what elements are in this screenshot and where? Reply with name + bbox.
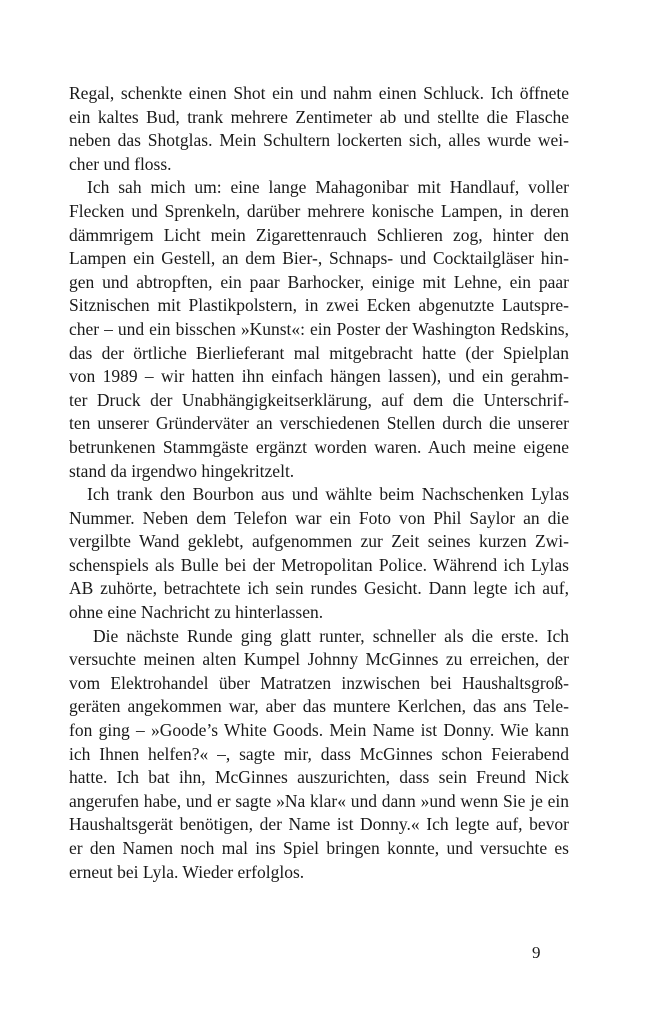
text-line: er den Namen noch mal ins Spiel bringen konnte, und versuchte es	[69, 838, 569, 858]
book-page-body	[69, 82, 569, 884]
text-line: Ich sah mich um: eine lange Mahagonibar mit Handlauf, voller	[87, 177, 569, 198]
text-line: vergilbte Wand geklebt, aufgenommen zur Zeit seines kurzen Zwi-	[69, 531, 569, 552]
text-line: ohne eine Nachricht zu hinterlassen.	[69, 602, 324, 623]
text-line: angerufen habe, und er sagte »Na klar« und dann »und wenn Sie je ein	[69, 790, 569, 811]
text-line: Flecken und Sprenkeln, darüber mehrere konische Lampen, in deren	[69, 200, 569, 221]
text-line: fon ging – »Goode’s White Goods. Mein Name ist Donny. Wie kann	[69, 720, 569, 741]
page-number: 9	[532, 943, 541, 962]
text-line: hatte. Ich bat ihn, McGinnes auszurichten, dass sein Freund Nick	[69, 767, 569, 788]
text-line: versuchte meinen alten Kumpel Johnny McGinnes zu erreichen, der	[69, 649, 569, 670]
text-line: ich Ihnen helfen?« –, sagte mir, dass McGinnes schon Feierabend	[69, 743, 569, 764]
text-line: Die nächste Runde ging glatt runter, schneller als die erste. Ich	[93, 625, 569, 646]
text-line: AB zuhörte, betrachtete ich sein rundes Gesicht. Dann legte ich auf,	[69, 578, 569, 599]
text-line: ten unserer Gründerväter an verschiedenen Stellen durch die unserer	[69, 413, 569, 434]
text-line: stand da irgendwo hingekritzelt.	[69, 460, 295, 481]
text-line: das der örtliche Bierlieferant mal mitgebracht hatte (der Spielplan	[69, 342, 569, 363]
text-line: von 1989 – wir hatten ihn einfach hängen lassen), und ein gerahm-	[69, 366, 569, 387]
text-line: Regal, schenkte einen Shot ein und nahm einen Schluck. Ich öffnete	[69, 83, 569, 103]
text-line: Ich trank den Bourbon aus und wählte beim Nachschenken Lylas	[87, 484, 569, 505]
text-line: geräten angekommen war, aber das muntere Kerlchen, das ans Tele-	[69, 696, 569, 717]
text-line: schenspiels als Bulle bei der Metropolitan Police. Während ich Lylas	[69, 554, 569, 575]
text-line: ter Druck der Unabhängigkeitserklärung, auf dem die Unterschrif-	[69, 389, 569, 410]
text-line: cher – und ein bisschen »Kunst«: ein Poster der Washington Redskins,	[69, 318, 569, 339]
paragraph-4	[69, 625, 569, 885]
text-line: gen und abtropften, ein paar Barhocker, einige mit Lehne, ein paar	[69, 271, 569, 292]
paragraph-2	[69, 176, 569, 483]
text-line: Sitznischen mit Plastikpolstern, in zwei Ecken abgenutzte Lautspre-	[69, 295, 569, 316]
text-line: Haushaltsgerät benötigen, der Name ist Donny.« Ich legte auf, bevor	[69, 814, 569, 835]
text-line: Lampen ein Gestell, an dem Bier-, Schnaps- und Cocktailgläser hin-	[69, 248, 569, 269]
paragraph-1	[69, 82, 569, 176]
text-line: vom Elektrohandel über Matratzen inzwischen bei Haushaltsgroß-	[69, 672, 569, 693]
text-line: cher und floss.	[69, 153, 172, 174]
text-line: neben das Shotglas. Mein Schultern lockerten sich, alles wurde wei-	[69, 130, 569, 151]
text-line: betrunkenen Stammgäste ergänzt worden waren. Auch meine eigene	[69, 436, 569, 457]
text-line: erneut bei Lyla. Wieder erfolglos.	[69, 861, 305, 882]
text-line: Nummer. Neben dem Telefon war ein Foto von Phil Saylor an die	[69, 507, 569, 528]
text-line: dämmrigem Licht mein Zigarettenrauch Schlieren zog, hinter den	[69, 224, 569, 245]
text-line: ein kaltes Bud, trank mehrere Zentimeter ab und stellte die Flasche	[69, 106, 569, 127]
paragraph-3	[69, 483, 569, 625]
